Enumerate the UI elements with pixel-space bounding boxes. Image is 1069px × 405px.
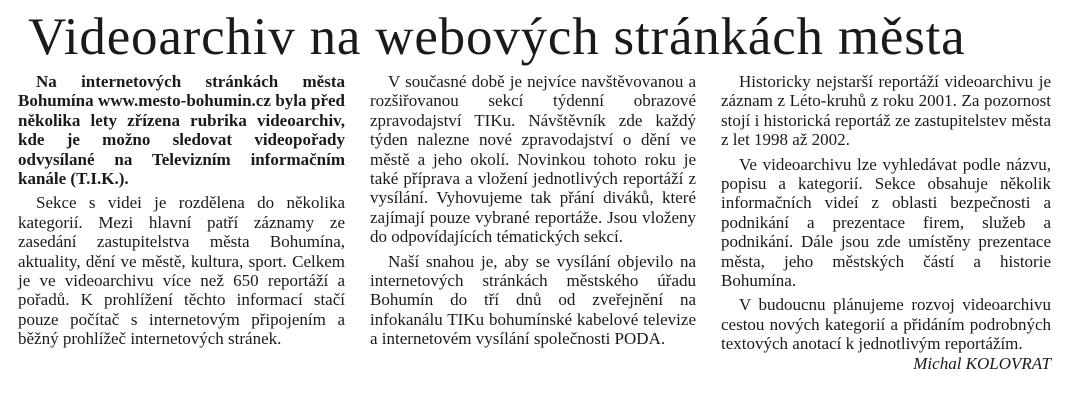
article-paragraph: Sekce s videi je rozdělena do několika kategorií. Mezi hlavní patří záznamy ze zasedání zastupitelstva města Bohumína, aktuality, dění ve městě, kultura, sport. Celkem je ve videoarchivu více než 650 reportáží a pořadů. K prohlížení těchto informací stačí pouze počítač s internetovým připojením a běžný prohlížeč internetových stránek. [18,193,345,349]
article-lead: Na internetových stránkách města Bohumína www.mesto-bohumin.cz byla před několika lety zřízena rubrika videoarchiv, kde je možno sledovat videopořady odvysílané na Televizním informačním kanále (T.I.K.). [18,72,345,189]
article-column-3 [721,72,1051,373]
article-headline: Videoarchiv na webových stránkách města [28,8,966,66]
article-column-1 [18,72,345,349]
article-column-2 [370,72,696,349]
article-paragraph: Naší snahou je, aby se vysílání objevilo na internetových stránkách městského úřadu Bohumín do tří dnů od zveřejnění na infokanálu TIKu bohumínské kabelové televize a internetovém vysílání společnosti PODA. [370,251,696,349]
article-final-paragraph [721,295,1051,373]
article-paragraph: Ve videoarchivu lze vyhledávat podle názvu, popisu a kategorií. Sekce obsahuje několik informačních videí z oblasti bezpečnosti a podnikání a prezentace firem, služeb a podnikání. Dále jsou zde umístěny prezentace města, jeho městských částí a historie Bohumína. [721,154,1051,291]
article-paragraph-text: V budoucnu plánujeme rozvoj videoarchivu cestou nových kategorií a přidáním podrobných textových anotací k jednotlivým reportážím. [721,295,1051,354]
author-signature: Michal KOLOVRAT [913,353,1051,373]
article-paragraph: V současné době je nejvíce navštěvovanou a rozšiřovanou sekcí týdenní obrazové zpravodajství TIKu. Návštěvník zde každý týden nalezne nové zpravodajství o dění ve městě a jeho okolí. Novinkou tohoto roku je také příprava a vložení jednotlivých reportáží z vysílání. Vyhovujeme tak přání diváků, které zajímají pouze vybrané reportáže. Jsou vloženy do odpovídajících tématických sekcí. [370,72,696,247]
article-paragraph: Historicky nejstarší reportáží videoarchivu je záznam z Léto-kruhů z roku 2001. Za pozornost stojí i historická reportáž ze zastupitelstev města z let 1998 až 2002. [721,72,1051,150]
